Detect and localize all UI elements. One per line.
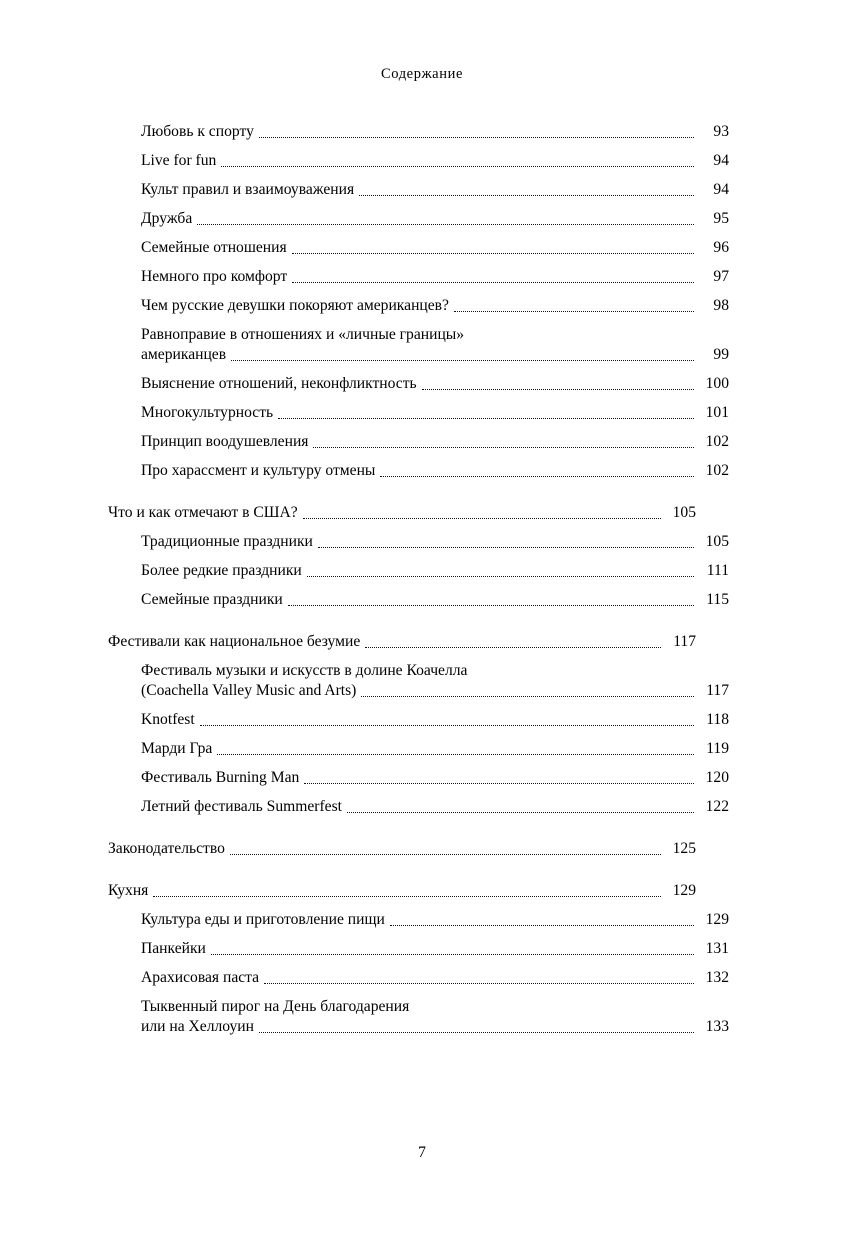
running-head: Содержание — [381, 66, 463, 82]
toc-entry-title: Кухня — [108, 882, 149, 899]
toc-entry-page: 101 — [705, 404, 729, 421]
table-of-contents — [108, 122, 729, 1046]
dot-leader — [264, 982, 694, 984]
toc-entry[interactable] — [108, 768, 729, 788]
toc-entry[interactable] — [108, 939, 729, 959]
toc-entry-title: Выяснение отношений, неконфликтность — [141, 375, 417, 392]
toc-entry-page: 118 — [706, 711, 729, 728]
toc-entry-title: Летний фестиваль Summerfest — [141, 798, 342, 815]
dot-leader — [200, 724, 694, 726]
toc-entry-title-line1: Фестиваль музыки и искусств в долине Коачелла — [141, 662, 468, 679]
toc-entry-page: 95 — [713, 210, 729, 227]
toc-entry-title: Knotfest — [141, 711, 195, 728]
toc-group — [108, 122, 729, 481]
dot-leader — [307, 575, 694, 577]
toc-entry-page: 94 — [713, 181, 729, 198]
dot-leader — [380, 475, 694, 477]
toc-entry[interactable] — [108, 532, 729, 552]
toc-entry[interactable] — [108, 561, 729, 581]
toc-entry[interactable] — [108, 461, 729, 481]
dot-leader — [278, 417, 694, 419]
toc-entry-title-line2: (Coachella Valley Music and Arts) — [141, 682, 357, 699]
toc-entry-page: 119 — [706, 740, 729, 757]
toc-entry-page: 93 — [713, 123, 729, 140]
toc-entry-title: Live for fun — [141, 152, 217, 169]
dot-leader — [422, 388, 694, 390]
dot-leader — [390, 924, 694, 926]
dot-leader — [361, 695, 694, 697]
dot-leader — [365, 646, 661, 648]
toc-entry-title: Традиционные праздники — [141, 533, 313, 550]
dot-leader — [217, 753, 694, 755]
toc-entry[interactable] — [108, 151, 729, 171]
toc-entry[interactable] — [108, 797, 729, 817]
toc-entry-title-line1: Равноправие в отношениях и «личные границы» — [141, 326, 465, 343]
toc-entry[interactable] — [108, 881, 696, 901]
toc-entry-page: 98 — [713, 297, 729, 314]
toc-entry-title: Культ правил и взаимоуважения — [141, 181, 355, 198]
toc-entry[interactable] — [108, 710, 729, 730]
toc-entry-title-line2: американцев — [141, 346, 227, 363]
toc-entry[interactable] — [108, 968, 729, 988]
toc-entry-page: 129 — [672, 882, 696, 899]
toc-group — [108, 632, 729, 817]
toc-entry-page: 111 — [706, 562, 729, 579]
toc-entry[interactable] — [108, 632, 696, 652]
dot-leader — [231, 359, 694, 361]
toc-entry-title: Что и как отмечают в США? — [108, 504, 298, 521]
toc-group — [108, 839, 696, 859]
page-number-folio: 7 — [418, 1144, 426, 1161]
toc-entry-page: 120 — [705, 769, 729, 786]
toc-entry[interactable] — [108, 238, 729, 258]
toc-entry[interactable] — [108, 590, 729, 610]
dot-leader — [230, 853, 661, 855]
toc-entry-title: Принцип воодушевления — [141, 433, 309, 450]
toc-entry-title: Арахисовая паста — [141, 969, 260, 986]
toc-entry-page: 132 — [705, 969, 729, 986]
dot-leader — [454, 310, 694, 312]
toc-entry-page: 105 — [672, 504, 696, 521]
toc-entry[interactable] — [108, 209, 729, 229]
toc-entry-page: 99 — [713, 346, 729, 363]
dot-leader — [292, 281, 694, 283]
toc-entry[interactable] — [108, 296, 729, 316]
toc-entry-title: Марди Гра — [141, 740, 213, 757]
dot-leader — [347, 811, 694, 813]
toc-entry-page: 129 — [705, 911, 729, 928]
toc-entry-page: 117 — [706, 682, 729, 699]
toc-entry-title: Немного про комфорт — [141, 268, 288, 285]
toc-entry[interactable] — [108, 180, 729, 200]
toc-entry[interactable] — [108, 122, 729, 142]
toc-entry-title: Про харассмент и культуру отмены — [141, 462, 376, 479]
dot-leader — [318, 546, 694, 548]
toc-entry[interactable] — [108, 267, 729, 287]
dot-leader — [292, 252, 694, 254]
toc-entry-page: 97 — [713, 268, 729, 285]
toc-entry-title-line2: или на Хеллоуин — [141, 1018, 254, 1035]
dot-leader — [221, 165, 694, 167]
toc-entry[interactable] — [108, 661, 729, 701]
toc-entry[interactable] — [108, 839, 696, 859]
dot-leader — [359, 194, 694, 196]
toc-entry-title: Культура еды и приготовление пищи — [141, 911, 385, 928]
toc-entry-title: Многокультурность — [141, 404, 274, 421]
toc-group — [108, 503, 729, 610]
toc-entry[interactable] — [108, 503, 696, 523]
toc-entry-page: 131 — [705, 940, 729, 957]
toc-entry-page: 96 — [713, 239, 729, 256]
dot-leader — [197, 223, 694, 225]
dot-leader — [211, 953, 694, 955]
toc-entry-page: 115 — [706, 591, 729, 608]
toc-entry-page: 122 — [705, 798, 729, 815]
toc-entry[interactable] — [108, 374, 729, 394]
toc-entry-page: 117 — [673, 633, 696, 650]
toc-entry-title: Фестивали как национальное безумие — [108, 633, 361, 650]
dot-leader — [259, 136, 694, 138]
toc-entry-title: Дружба — [141, 210, 193, 227]
toc-entry-page: 133 — [705, 1018, 729, 1035]
toc-entry[interactable] — [108, 403, 729, 423]
dot-leader — [313, 446, 694, 448]
toc-entry-title: Фестиваль Burning Man — [141, 769, 300, 786]
toc-entry[interactable] — [108, 739, 729, 759]
dot-leader — [288, 604, 694, 606]
toc-entry[interactable] — [108, 997, 729, 1037]
toc-entry-title: Более редкие праздники — [141, 562, 302, 579]
toc-entry-title: Панкейки — [141, 940, 206, 957]
toc-entry-title: Законодательство — [108, 840, 225, 857]
toc-entry-page: 94 — [713, 152, 729, 169]
dot-leader — [303, 517, 661, 519]
toc-entry-title: Семейные праздники — [141, 591, 283, 608]
toc-entry[interactable] — [108, 325, 729, 365]
toc-entry-page: 105 — [705, 533, 729, 550]
toc-entry-title: Семейные отношения — [141, 239, 287, 256]
toc-entry-page: 102 — [705, 433, 729, 450]
toc-entry-title: Чем русские девушки покоряют американцев? — [141, 297, 449, 314]
toc-entry[interactable] — [108, 432, 729, 452]
dot-leader — [153, 895, 661, 897]
toc-entry-page: 125 — [672, 840, 696, 857]
toc-entry-title-line1: Тыквенный пирог на День благодарения — [141, 998, 410, 1015]
toc-entry-page: 102 — [705, 462, 729, 479]
dot-leader — [259, 1031, 694, 1033]
dot-leader — [304, 782, 694, 784]
toc-entry-title: Любовь к спорту — [141, 123, 254, 140]
toc-entry-page: 100 — [705, 375, 729, 392]
toc-entry[interactable] — [108, 910, 729, 930]
toc-group — [108, 881, 729, 1037]
